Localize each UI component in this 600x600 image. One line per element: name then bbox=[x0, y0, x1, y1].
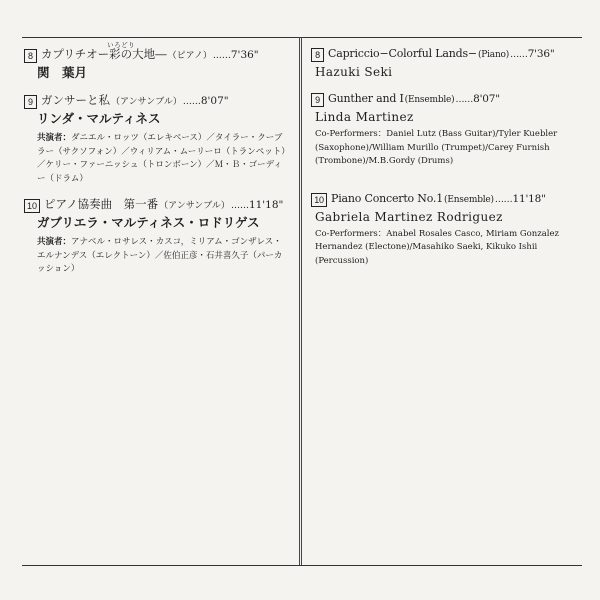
en-track-8-ensemble: (Piano) bbox=[477, 50, 510, 60]
jp-track-9-title: ガンサーと私 bbox=[41, 93, 110, 107]
track-number-badge: 9 bbox=[24, 95, 37, 109]
en-track-9-time: 8'07" bbox=[473, 93, 500, 105]
jp-track-10-ensemble: （アンサンブル） bbox=[159, 201, 230, 211]
performers-label: 共演者： bbox=[37, 237, 72, 247]
en-track-9-composer: Linda Martinez bbox=[315, 110, 414, 124]
english-column bbox=[311, 46, 569, 278]
performers-label: 共演者： bbox=[37, 133, 72, 143]
jp-track-8-ruby: いろどり bbox=[107, 41, 136, 49]
en-track-9 bbox=[311, 91, 569, 169]
jp-track-9-composer: リンダ・マルティネス bbox=[37, 111, 161, 126]
en-track-10-title-line bbox=[311, 191, 569, 208]
en-track-9-performers-text: Daniel Lutz (Bass Guitar)/Tyler Kuebler (Saxophone)/William Murillo (Trumpet)/Carey Furnish (Trombone)/M.B.Gordy (Drums) bbox=[315, 129, 558, 166]
jp-track-10 bbox=[24, 196, 286, 277]
en-track-10-time: 11'18" bbox=[512, 192, 546, 205]
japanese-column bbox=[24, 41, 286, 287]
jp-track-8-ensemble: （ピアノ） bbox=[167, 51, 212, 61]
jp-track-9-dots: …… bbox=[182, 97, 201, 107]
en-track-9-performers bbox=[311, 128, 569, 169]
jp-track-9-performers bbox=[24, 132, 286, 186]
jp-track-9-ensemble: （アンサンブル） bbox=[111, 97, 182, 107]
track-number-badge: 10 bbox=[311, 193, 327, 207]
en-track-8-title-line bbox=[311, 46, 569, 63]
column-divider bbox=[299, 37, 302, 566]
en-track-8 bbox=[311, 46, 569, 81]
en-track-9-ensemble: (Ensemble) bbox=[404, 95, 455, 105]
track-number-badge: 8 bbox=[311, 48, 324, 62]
en-track-10-title: Piano Concerto No.1 bbox=[331, 191, 444, 205]
en-track-8-composer: Hazuki Seki bbox=[315, 65, 393, 79]
jp-track-10-time: 11'18" bbox=[248, 199, 284, 211]
en-track-9-title-line bbox=[311, 91, 569, 108]
jp-track-10-title: ピアノ協奏曲 第一番 bbox=[44, 197, 159, 211]
jp-track-10-dots: …… bbox=[230, 201, 249, 211]
en-track-8-title: Capriccio−Colorful Lands− bbox=[328, 47, 477, 60]
jp-track-10-performers bbox=[24, 236, 286, 277]
track-number-badge: 10 bbox=[24, 199, 40, 213]
en-track-10-composer: Gabriela Martinez Rodriguez bbox=[315, 209, 503, 224]
jp-track-8-title-line bbox=[24, 41, 286, 64]
jp-track-8-title-post: の大地― bbox=[120, 47, 167, 61]
en-track-10-dots: …… bbox=[494, 194, 513, 205]
jp-track-10-composer: ガブリエラ・マルティネス・ロドリゲス bbox=[37, 215, 260, 230]
jp-track-8-ruby-base: 彩 bbox=[109, 47, 121, 61]
jp-track-9 bbox=[24, 92, 286, 186]
jp-track-8-time: 7'36" bbox=[230, 49, 259, 61]
jp-track-8-dots: …… bbox=[212, 51, 231, 61]
en-track-8-dots: …… bbox=[510, 50, 528, 60]
en-track-9-title: Gunther and I bbox=[328, 92, 404, 105]
jp-track-8-composer: 関 葉月 bbox=[37, 65, 88, 80]
bottom-rule bbox=[22, 565, 582, 566]
track-number-badge: 8 bbox=[24, 49, 37, 63]
en-track-10-performers bbox=[311, 228, 569, 269]
jp-track-10-performers-text: アナベル・ロサレス・カスコ，ミリアム・ゴンザレス・エルナンデス（エレクトーン）／佐伯正彦・石井喜久子（パーカッション） bbox=[37, 237, 283, 274]
en-track-8-time: 7'36" bbox=[527, 48, 555, 60]
track-number-badge: 9 bbox=[311, 93, 324, 107]
jp-track-9-title-line bbox=[24, 92, 286, 110]
performers-label: Co-Performers： bbox=[315, 129, 387, 139]
jp-track-9-performers-text: ダニエル・ロッツ（エレキベース）／タイラー・クーブラー（サクソフォン）／ウィリアム・ムーリーロ（トランペット）／ケリー・ファーニッシュ（トロンボーン）／Ｍ・Ｂ・ゴーディー（ドラム） bbox=[37, 133, 286, 184]
en-track-10-ensemble: (Ensemble) bbox=[444, 194, 494, 205]
en-track-10 bbox=[311, 191, 569, 269]
performers-label: Co-Performers： bbox=[315, 228, 387, 239]
en-track-10-performers-text: Anabel Rosales Casco, Miriam Gonzalez Hernandez (Electone)/Masahiko Saeki, Kikuko Ishii (Percussion) bbox=[315, 228, 560, 266]
en-track-9-dots: …… bbox=[455, 95, 474, 105]
jp-track-8-ruby-base-wrap bbox=[107, 41, 136, 62]
jp-track-9-time: 8'07" bbox=[200, 95, 229, 107]
jp-track-8 bbox=[24, 41, 286, 82]
jp-track-8-title-pre: カプリチオー bbox=[41, 47, 110, 61]
jp-track-10-title-line bbox=[24, 196, 286, 214]
top-rule bbox=[22, 37, 582, 38]
